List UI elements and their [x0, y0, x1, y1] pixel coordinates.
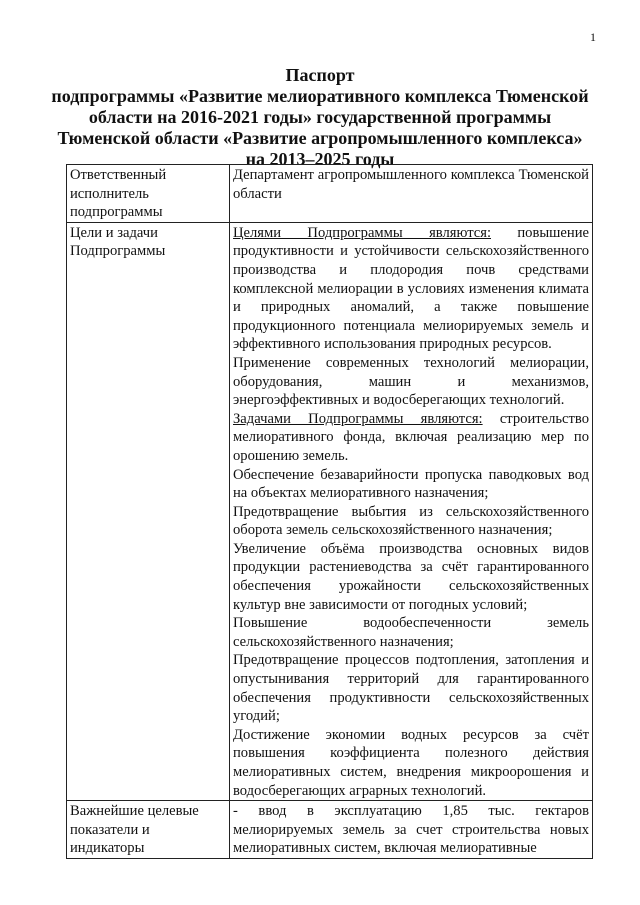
document-title	[40, 65, 600, 170]
task-item: Предотвращение процессов подтопления, затопления и опустынивания территорий для гарантированного обеспечения продуктивности сельскохозяйственных угодий;	[233, 652, 589, 725]
table-row-goals	[67, 222, 593, 800]
table-row-indicators	[67, 801, 593, 859]
task-item: Обеспечение безаварийности пропуска паводковых вод на объектах мелиоративного назначения;	[233, 466, 589, 502]
title-line-3: области на 2016-2021 годы» государственной программы	[88, 107, 552, 127]
passport-table	[66, 164, 593, 859]
task-item: Достижение экономии водных ресурсов за счёт повышения коэффициента полезного действия мелиоративных систем, внедрения микроорошения и водосберегающих аграрных технологий.	[233, 726, 589, 799]
row-content-responsible: Департамент агропромышленного комплекса Тюменской области	[230, 165, 593, 223]
row-label-goals: Цели и задачи Подпрограммы	[67, 222, 230, 800]
goals-paragraph	[233, 224, 589, 354]
title-line-2: подпрограммы «Развитие мелиоративного комплекса Тюменской	[51, 86, 589, 106]
row-content-goals	[230, 222, 593, 800]
task-item: Предотвращение выбытия из сельскохозяйственного оборота земель сельскохозяйственного назначения;	[233, 503, 589, 539]
tasks-text: строительство мелиоративного фонда, включая реализацию мер по орошению земель.	[233, 410, 589, 464]
row-label-responsible: Ответственный исполнитель подпрограммы	[67, 165, 230, 223]
task-item: Увеличение объёма производства основных видов продукции растениеводства за счёт гарантированного обеспечения урожайности сельскохозяйственных культур вне зависимости от погодных условий;	[233, 540, 589, 613]
table-row-responsible	[67, 165, 593, 223]
task-item: Повышение водообеспеченности земель сельскохозяйственного назначения;	[233, 615, 589, 650]
tasks-paragraph	[233, 410, 589, 466]
goals-text: повышение продуктивности и устойчивости сельскохозяйственного производства и плодородия почв средствами комплексной мелиорации в условиях изменения климата и природных аномалий, а также повышение продукционного потенциала мелиорируемых земель и эффективного использования природных ресурсов.	[233, 224, 589, 353]
goals-heading: Целями Подпрограммы являются:	[233, 224, 491, 241]
title-line-5: на 2013–2025 годы	[245, 149, 395, 169]
goals-paragraph-2: Применение современных технологий мелиорации, оборудования, машин и механизмов, энергоэффективных и водосберегающих технологий.	[233, 354, 589, 409]
title-line-4: Тюменской области «Развитие агропромышленного комплекса»	[57, 128, 583, 148]
tasks-heading: Задачами Подпрограммы являются:	[233, 410, 483, 427]
row-content-indicators: - ввод в эксплуатацию 1,85 тыс. гектаров мелиорируемых земель за счет строительства новых мелиоративных систем, включая мелиоративные	[230, 801, 593, 859]
title-line-1: Паспорт	[285, 65, 355, 85]
page-number: 1	[590, 30, 596, 44]
row-label-indicators: Важнейшие целевые показатели и индикаторы	[67, 801, 230, 859]
